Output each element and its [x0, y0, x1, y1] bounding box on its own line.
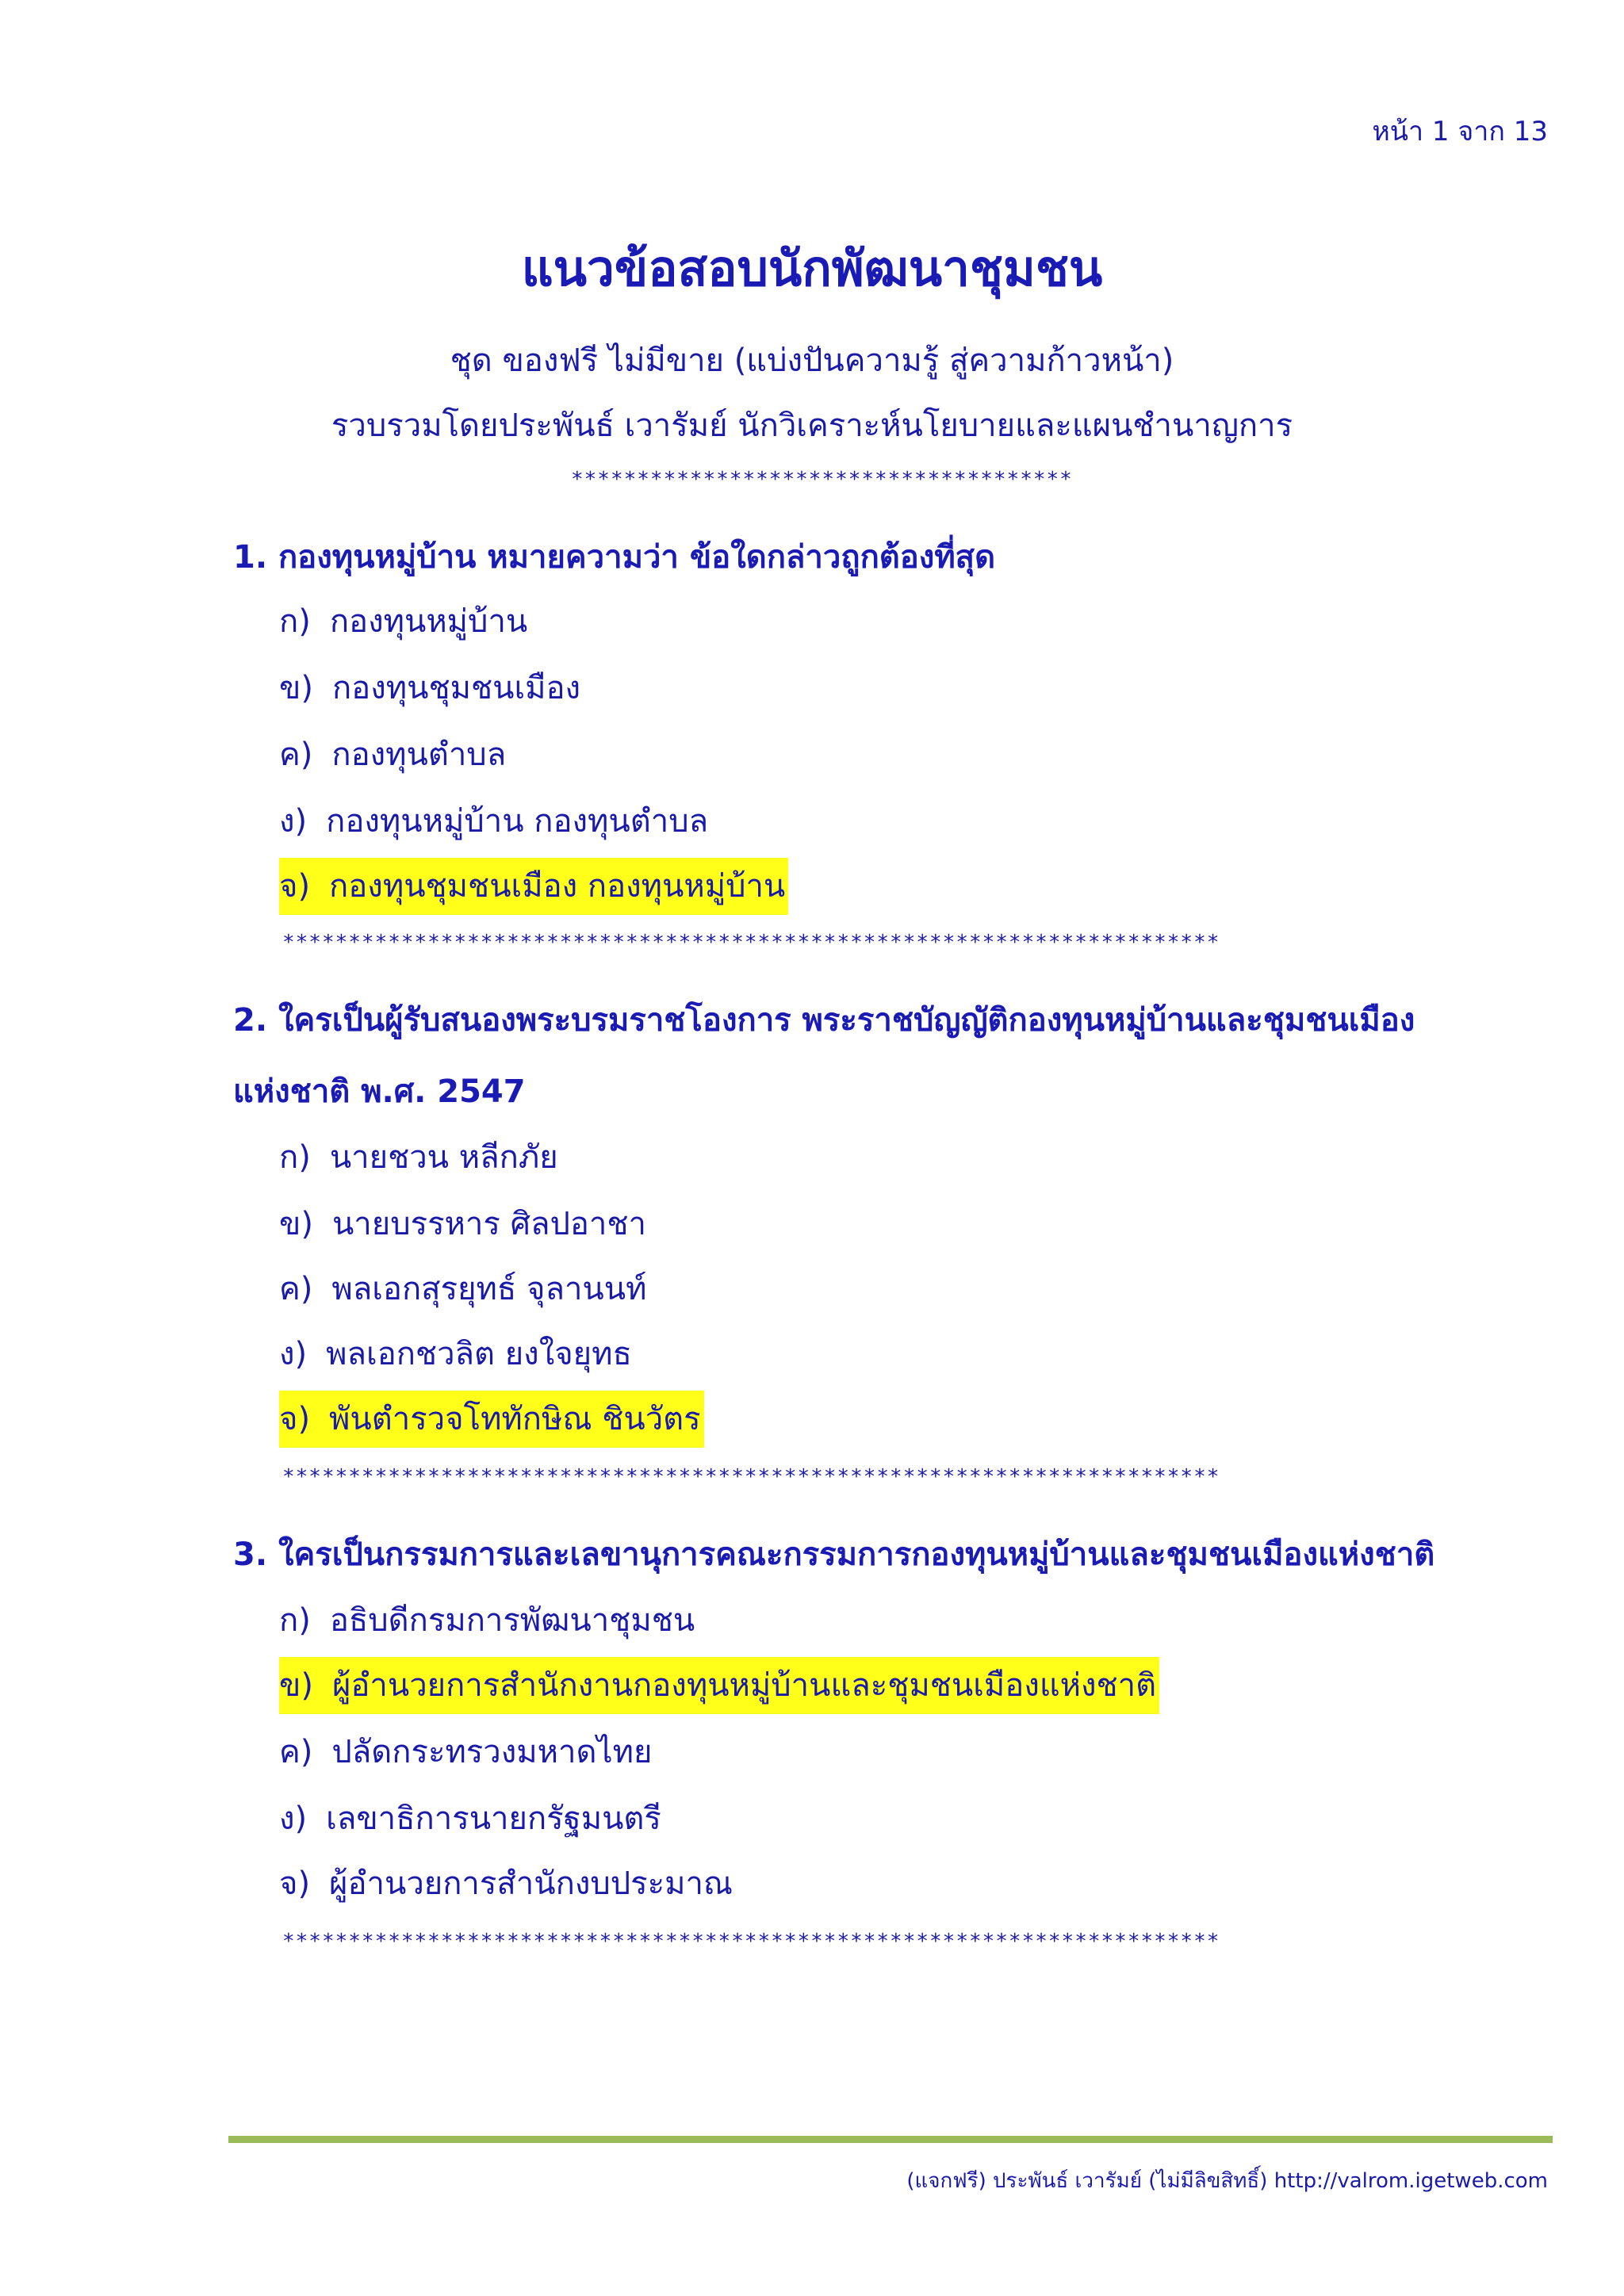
option-letter: ข) [279, 1206, 313, 1242]
footer-divider-line [228, 2136, 1553, 2143]
question-2-text-line-2: แห่งชาติ พ.ศ. 2547 [233, 1073, 526, 1110]
question-3-option-c [279, 1724, 655, 1781]
option-letter: ก) [279, 603, 311, 640]
question-1-option-d [279, 793, 711, 850]
option-letter: ง) [279, 1800, 308, 1837]
page-title: แนวข้อสอบนักพัฒนาชุมชน [521, 239, 1103, 297]
option-letter: ข) [279, 1667, 313, 1704]
page-number: หน้า 1 จาก 13 [1372, 116, 1548, 147]
option-text: พลเอกสุรยุทธ์ จุลานนท์ [331, 1271, 647, 1307]
option-letter: ก) [279, 1139, 311, 1176]
separator-stars-1: *********************************************************************** [282, 931, 1220, 955]
question-3-text: 3. ใครเป็นกรรมการและเลขานุการคณะกรรมการกองทุนหมู่บ้านและชุมชนเมืองแห่งชาติ [233, 1536, 1435, 1573]
option-text: ผู้อำนวยการสำนักงานกองทุนหมู่บ้านและชุมชนเมืองแห่งชาติ [331, 1667, 1157, 1704]
option-text: กองทุนชุมชนเมือง [331, 670, 581, 706]
option-letter: ก) [279, 1602, 311, 1639]
question-2-option-a [279, 1129, 561, 1186]
option-letter: จ) [279, 1401, 311, 1437]
question-3-option-b-correct [279, 1657, 1159, 1714]
option-text: เลขาธิการนายกรัฐมนตรี [326, 1800, 661, 1837]
question-1-option-e-correct [279, 858, 788, 915]
option-text: กองทุนตำบล [331, 737, 507, 773]
question-1-option-c [279, 726, 509, 783]
option-letter: ค) [279, 737, 313, 773]
option-letter: จ) [279, 868, 311, 905]
question-3-option-d [279, 1790, 665, 1847]
separator-stars-3: *********************************************************************** [282, 1930, 1220, 1954]
option-letter: ค) [279, 1734, 313, 1770]
question-3-option-a [279, 1592, 698, 1649]
subtitle-line-1: ชุด ของฟรี ไม่มีขาย (แบ่งปันความรู้ สู่ความก้าวหน้า) [450, 342, 1174, 379]
subtitle-line-2: รวบรวมโดยประพันธ์ เวารัมย์ นักวิเคราะห์นโยบายและแผนชำนาญการ [331, 408, 1293, 444]
question-1-option-b [279, 660, 584, 717]
option-letter: ข) [279, 670, 313, 706]
question-1-text: 1. กองทุนหมู่บ้าน หมายความว่า ข้อใดกล่าวถูกต้องที่สุด [233, 539, 996, 576]
option-letter: ค) [279, 1271, 313, 1307]
question-2-option-e-correct [279, 1391, 704, 1448]
question-2-option-d [279, 1326, 635, 1383]
option-letter: ง) [279, 803, 308, 840]
question-2-text-line-1: 2. ใครเป็นผู้รับสนองพระบรมราชโองการ พระราชบัญญัติกองทุนหมู่บ้านและชุมชนเมือง [233, 1002, 1415, 1039]
separator-stars-2: *********************************************************************** [282, 1465, 1220, 1489]
question-3-option-e [279, 1855, 736, 1912]
option-text: กองทุนชุมชนเมือง กองทุนหมู่บ้าน [329, 868, 786, 905]
option-text: ปลัดกระทรวงมหาดไทย [331, 1734, 653, 1770]
option-text: พลเอกชวลิต ยงใจยุทธ [326, 1336, 632, 1372]
option-text: กองทุนหมู่บ้าน กองทุนตำบล [326, 803, 709, 840]
option-text: ผู้อำนวยการสำนักงบประมาณ [329, 1866, 733, 1902]
question-1-option-a [279, 593, 530, 650]
option-text: นายบรรหาร ศิลปอาชา [331, 1206, 646, 1242]
option-text: นายชวน หลีกภัย [329, 1139, 558, 1176]
header-stars-divider: ************************************** [571, 468, 1073, 492]
option-text: กองทุนหมู่บ้าน [329, 603, 528, 640]
question-2-option-c [279, 1261, 649, 1318]
question-2-option-b [279, 1196, 649, 1253]
option-text: พันตำรวจโททักษิณ ชินวัตร [329, 1401, 701, 1437]
footer-text: (แจกฟรี) ประพันธ์ เวารัมย์ (ไม่มีลิขสิทธิ์) http://valrom.igetweb.com [906, 2169, 1548, 2193]
option-letter: ง) [279, 1336, 308, 1372]
option-letter: จ) [279, 1866, 311, 1902]
option-text: อธิบดีกรมการพัฒนาชุมชน [329, 1602, 695, 1639]
